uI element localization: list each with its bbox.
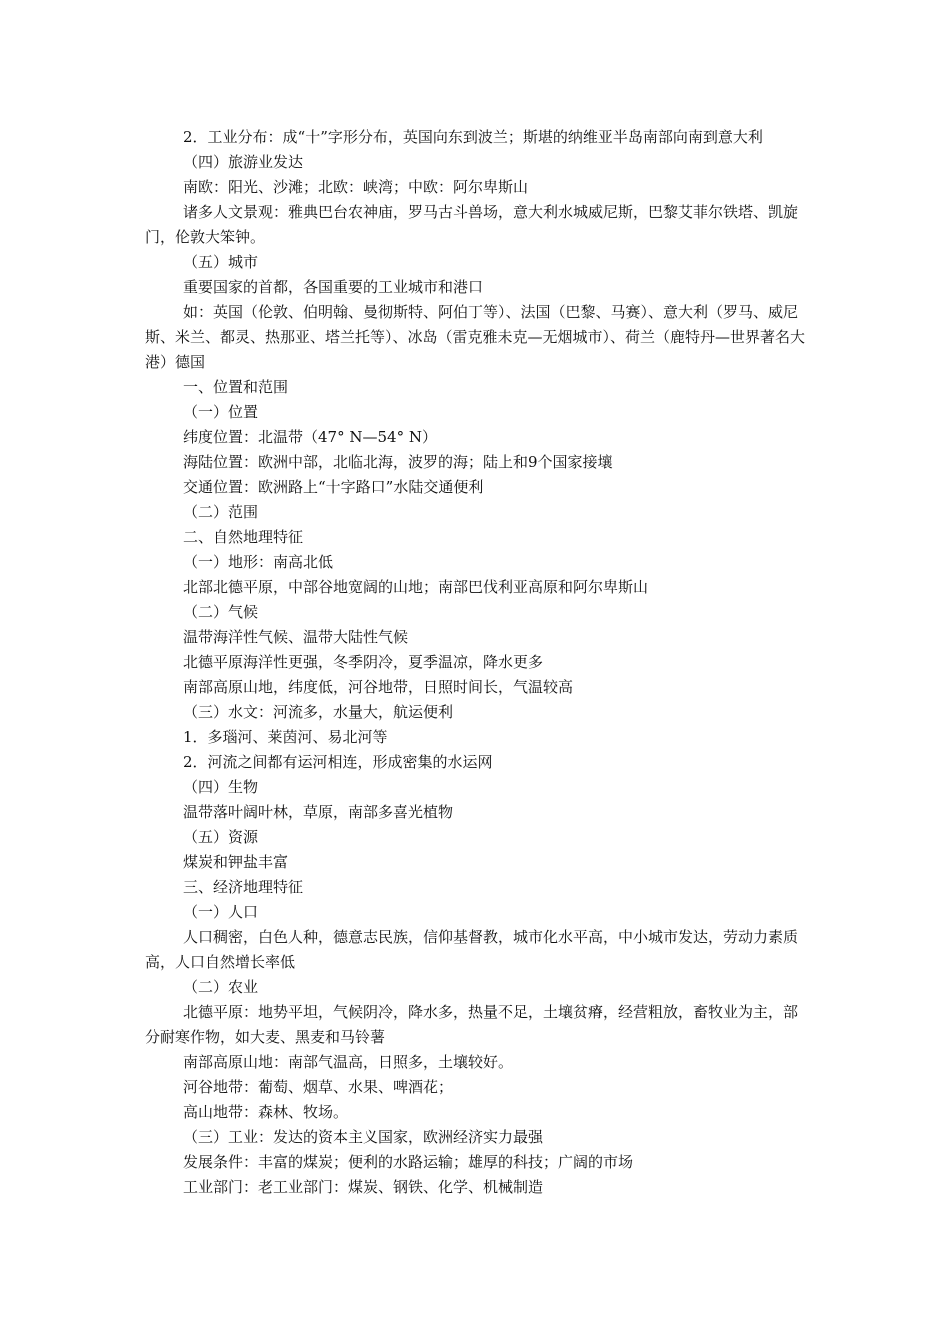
paragraph-cities-intro: 重要国家的首都，各国重要的工业城市和港口 <box>183 278 484 296</box>
heading-natural-geography: 二、自然地理特征 <box>183 528 304 546</box>
paragraph-climate-south: 南部高原山地，纬度低，河谷地带，日照时间长，气温较高 <box>183 678 574 696</box>
paragraph-alpine: 高山地带：森林、牧场。 <box>183 1103 349 1121</box>
paragraph-tourism-cultural: 诸多人文景观：雅典巴台农神庙，罗马古斗兽场，意大利水城威尼斯，巴黎艾菲尔铁塔、凯旋门，伦敦大笨钟。 <box>145 203 799 246</box>
heading-industry: （三）工业：发达的资本主义国家，欧洲经济实力最强 <box>183 1128 544 1146</box>
paragraph-cities-examples: 如：英国（伦敦、伯明翰、曼彻斯特、阿伯丁等）、法国（巴黎、马赛）、意大利（罗马、威尼斯、米兰、都灵、热那亚、塔兰托等）、冰岛（雷克雅未克—无烟城市）、荷兰（鹿特丹—世界著名大港）德国 <box>145 303 806 371</box>
paragraph-canals: 2．河流之间都有运河相连，形成密集的水运网 <box>183 753 493 771</box>
heading-economic-geography: 三、经济地理特征 <box>183 878 304 896</box>
paragraph-industry-sectors: 工业部门：老工业部门：煤炭、钢铁、化学、机械制造 <box>183 1178 544 1196</box>
paragraph-rivers: 1．多瑙河、莱茵河、易北河等 <box>183 728 388 746</box>
paragraph-latitude: 纬度位置：北温带（47° N—54° N） <box>183 428 437 446</box>
paragraph-sea-land: 海陆位置：欧洲中部，北临北海，波罗的海；陆上和9个国家接壤 <box>183 453 613 471</box>
paragraph-industry-distribution: 2．工业分布：成“十”字形分布，英国向东到波兰；斯堪的纳维亚半岛南部向南到意大利 <box>183 128 763 146</box>
heading-population: （一）人口 <box>183 903 259 921</box>
heading-hydrology: （三）水文：河流多，水量大，航运便利 <box>183 703 454 721</box>
heading-climate: （二）气候 <box>183 603 259 621</box>
heading-cities: （五）城市 <box>183 253 259 271</box>
heading-biology: （四）生物 <box>183 778 259 796</box>
paragraph-vegetation: 温带落叶阔叶林，草原，南部多喜光植物 <box>183 803 454 821</box>
paragraph-tourism-natural: 南欧：阳光、沙滩；北欧：峡湾；中欧：阿尔卑斯山 <box>183 178 529 196</box>
heading-scope: （二）范围 <box>183 503 259 521</box>
paragraph-transport: 交通位置：欧洲路上“十字路口”水陆交通便利 <box>183 478 484 496</box>
paragraph-terrain: 北部北德平原，中部谷地宽阔的山地；南部巴伐利亚高原和阿尔卑斯山 <box>183 578 649 596</box>
heading-location: （一）位置 <box>183 403 259 421</box>
paragraph-agriculture-south: 南部高原山地：南部气温高，日照多，土壤较好。 <box>183 1053 514 1071</box>
paragraph-valley: 河谷地带：葡萄、烟草、水果、啤酒花； <box>183 1078 454 1096</box>
paragraph-resources: 煤炭和钾盐丰富 <box>183 853 289 871</box>
paragraph-agriculture-north: 北德平原：地势平坦，气候阴冷，降水多，热量不足，土壤贫瘠，经营粗放，畜牧业为主，部分耐寒作物，如大麦、黑麦和马铃薯 <box>145 1003 799 1046</box>
document-body <box>145 125 811 1200</box>
heading-location-scope: 一、位置和范围 <box>183 378 289 396</box>
paragraph-population: 人口稠密，白色人种，德意志民族，信仰基督教，城市化水平高，中小城市发达，劳动力素质高，人口自然增长率低 <box>145 928 799 971</box>
heading-agriculture: （二）农业 <box>183 978 259 996</box>
paragraph-climate-north: 北德平原海洋性更强，冬季阴冷，夏季温凉，降水更多 <box>183 653 544 671</box>
paragraph-climate-types: 温带海洋性气候、温带大陆性气候 <box>183 628 409 646</box>
paragraph-industry-conditions: 发展条件：丰富的煤炭；便利的水路运输；雄厚的科技；广阔的市场 <box>183 1153 634 1171</box>
heading-resources: （五）资源 <box>183 828 259 846</box>
heading-terrain: （一）地形：南高北低 <box>183 553 334 571</box>
heading-tourism: （四）旅游业发达 <box>183 153 304 171</box>
